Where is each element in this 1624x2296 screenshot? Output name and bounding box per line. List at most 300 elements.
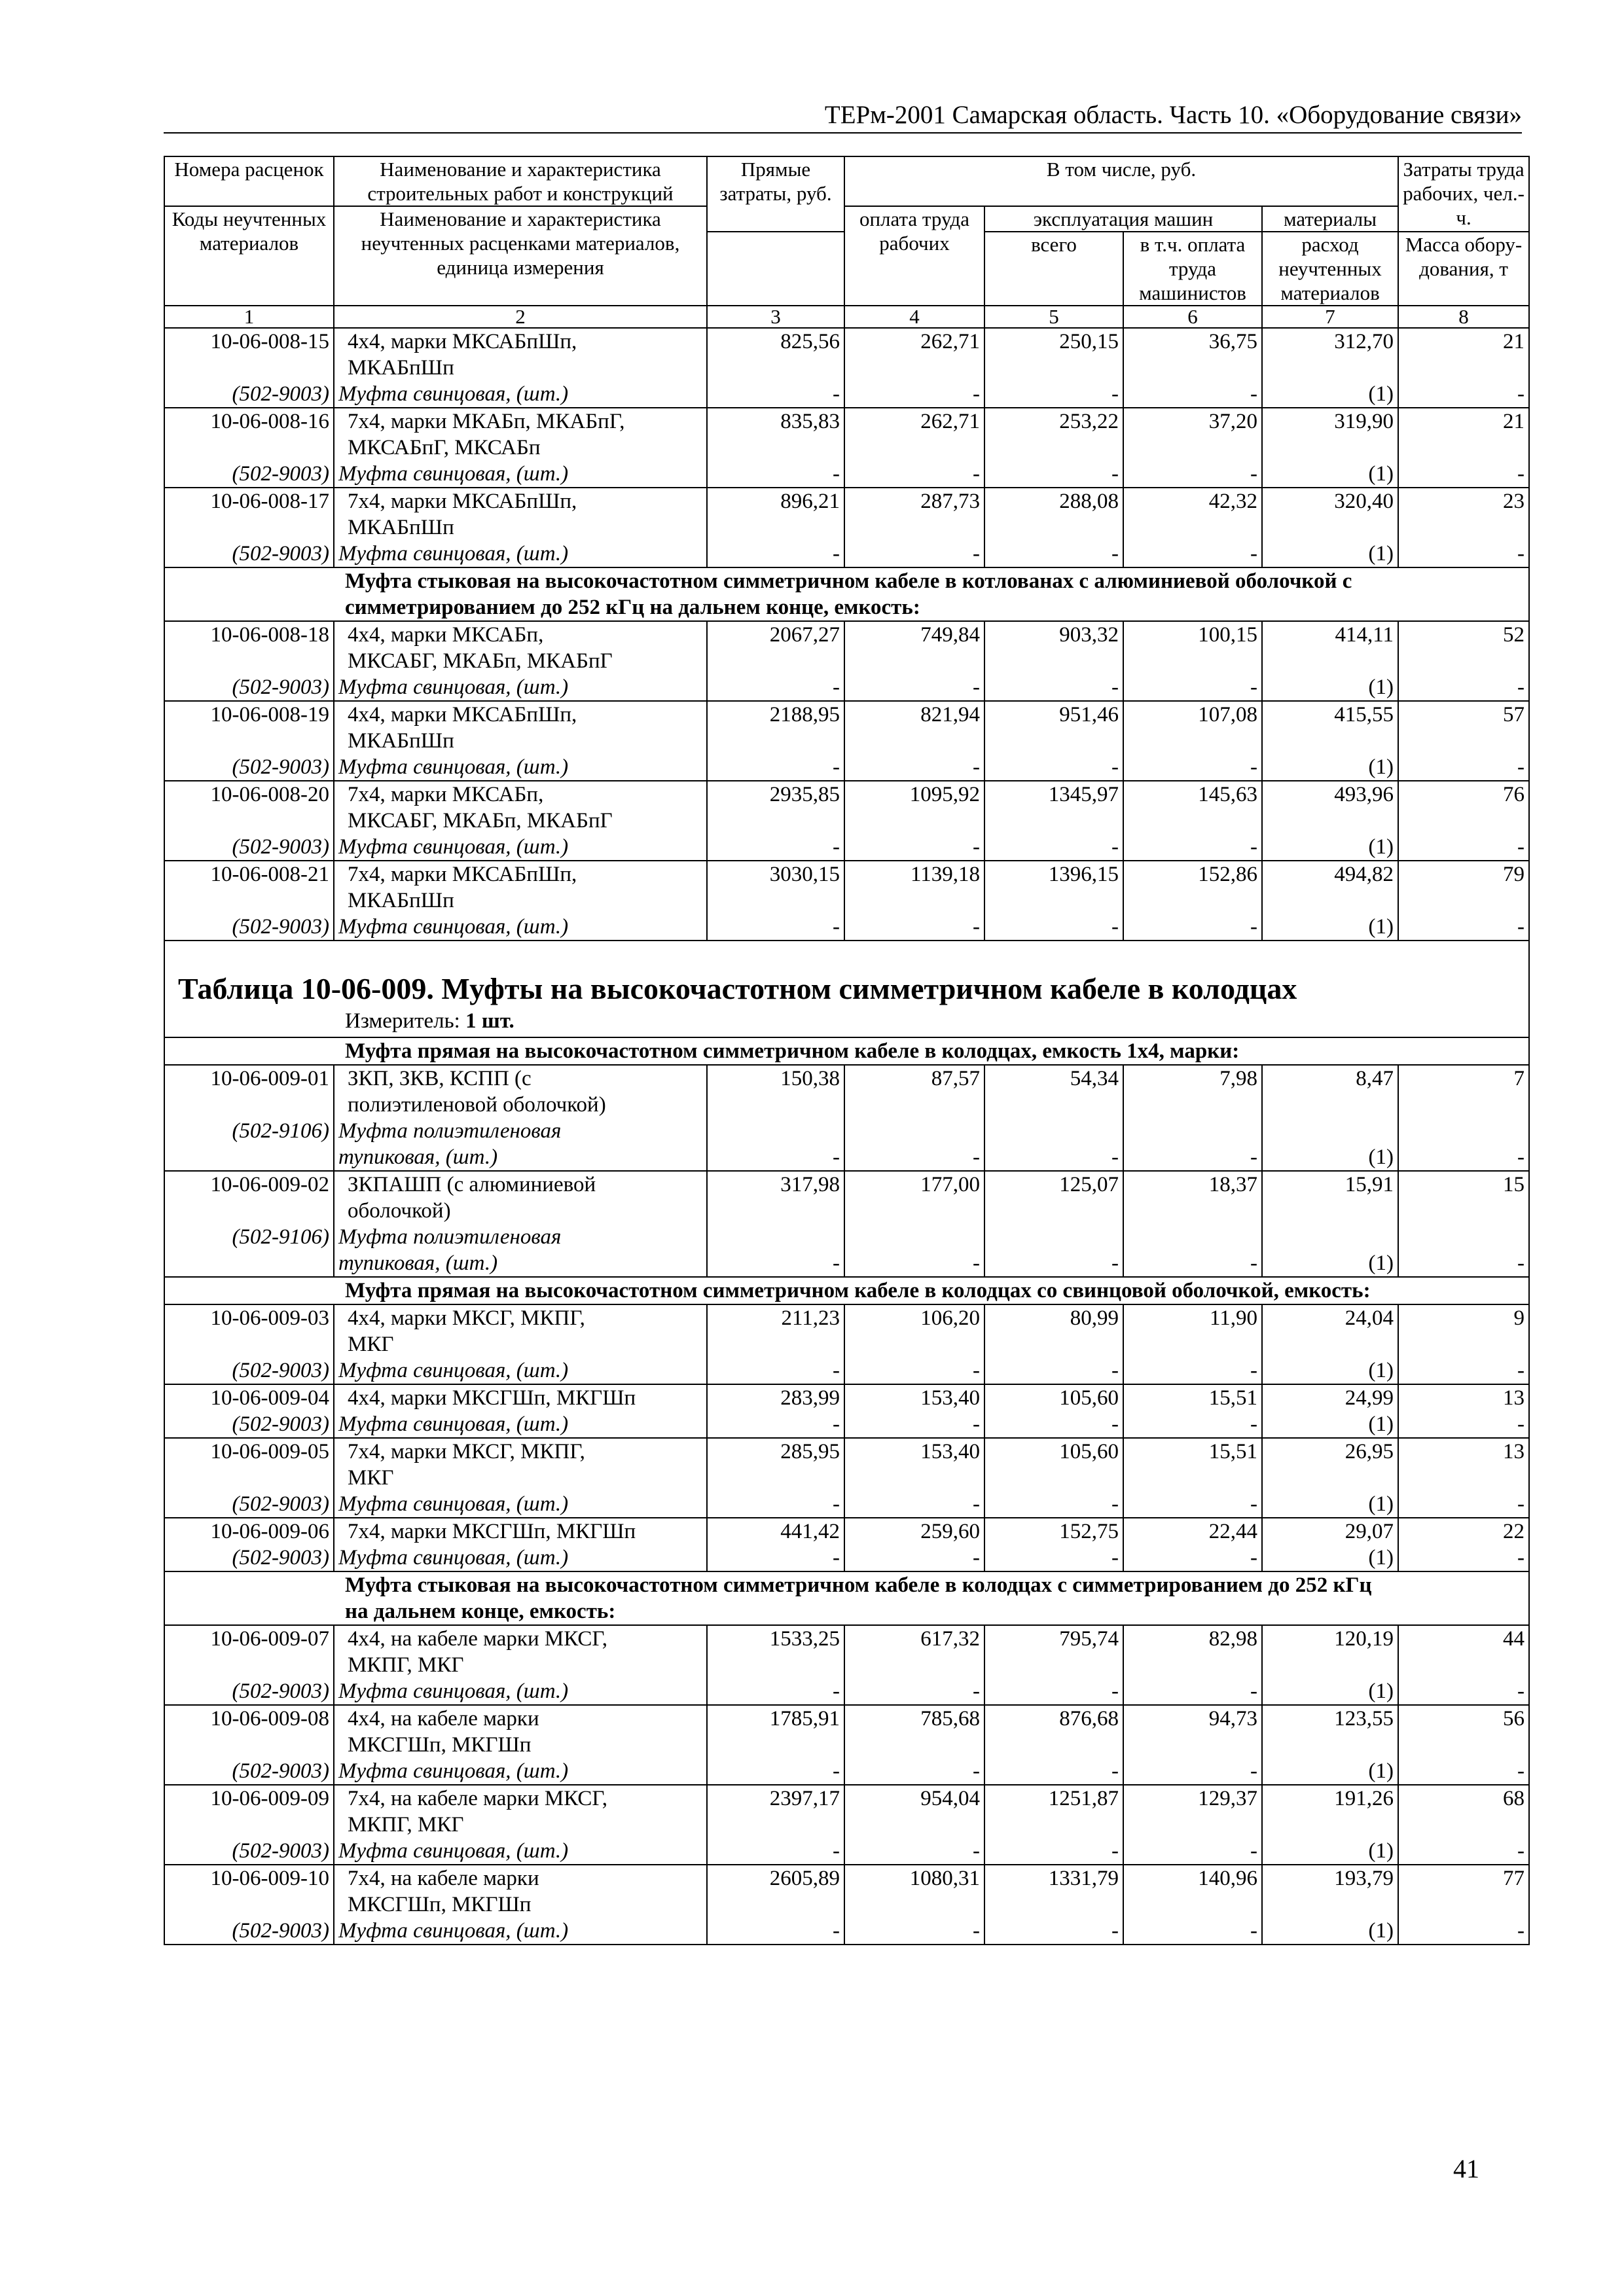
text-line: Муфта стыковая на высокочастотном симметричном кабеле в колодцах с симметрированием до 252 кГц xyxy=(345,1573,1372,1597)
column-number: 8 xyxy=(1398,306,1529,328)
material-value: (1) xyxy=(1262,1758,1398,1785)
material-value: - xyxy=(1398,754,1529,781)
materials-cost: 8,47 xyxy=(1262,1065,1398,1118)
material-value: - xyxy=(707,1678,844,1705)
material-value: - xyxy=(844,1678,984,1705)
material-value: - xyxy=(1398,1918,1529,1945)
material-value: - xyxy=(1123,541,1262,567)
column-number: 3 xyxy=(707,306,844,328)
rate-code: 10-06-009-03 xyxy=(164,1304,334,1357)
text-line: МКАБпШп xyxy=(348,356,454,380)
rate-description xyxy=(334,861,707,914)
text-line: оболочкой) xyxy=(348,1199,451,1223)
text-line: тупиковая, (шт.) xyxy=(338,1251,498,1275)
section-row xyxy=(164,1037,1529,1065)
direct-cost: 317,98 xyxy=(707,1171,844,1224)
material-row xyxy=(164,1918,1529,1945)
text-line: МКАБпШп xyxy=(348,889,454,912)
material-value: - xyxy=(707,1118,844,1171)
material-value: - xyxy=(984,1918,1123,1945)
rate-code: 10-06-009-07 xyxy=(164,1625,334,1678)
direct-cost: 211,23 xyxy=(707,1304,844,1357)
running-header: ТЕРм-2001 Самарская область. Часть 10. «Оборудование связи» xyxy=(164,98,1522,134)
material-value: - xyxy=(707,1411,844,1438)
text-line: 7х4, на кабеле марки xyxy=(348,1867,539,1890)
table-title-row xyxy=(164,941,1529,1008)
material-value: - xyxy=(844,461,984,488)
rate-code: 10-06-009-04 xyxy=(164,1384,334,1411)
text-line: тупиковая, (шт.) xyxy=(338,1145,498,1169)
labor-cost: 954,04 xyxy=(844,1785,984,1838)
rate-code: 10-06-009-08 xyxy=(164,1705,334,1758)
material-value: - xyxy=(1398,1118,1529,1171)
table-body xyxy=(164,156,1529,1945)
machines-total: 80,99 xyxy=(984,1304,1123,1357)
rate-description xyxy=(334,1625,707,1678)
material-value: (1) xyxy=(1262,461,1398,488)
material-row xyxy=(164,1678,1529,1705)
rate-description xyxy=(334,1785,707,1838)
labor-hours: 15 xyxy=(1398,1171,1529,1224)
direct-cost: 3030,15 xyxy=(707,861,844,914)
text-line: 4х4, марки МКСГШп, МКГШп xyxy=(348,1386,636,1410)
material-value: - xyxy=(844,1118,984,1171)
machinist-labor: 82,98 xyxy=(1123,1625,1262,1678)
material-code: (502-9003) xyxy=(164,1545,334,1571)
machinist-labor: 22,44 xyxy=(1123,1518,1262,1545)
labor-cost: 106,20 xyxy=(844,1304,984,1357)
page-number: 41 xyxy=(1453,2154,1479,2183)
machines-total: 876,68 xyxy=(984,1705,1123,1758)
material-code: (502-9003) xyxy=(164,1411,334,1438)
text-line: Муфта прямая на высокочастотном симметричном кабеле в колодцах, емкость 1х4, марки: xyxy=(345,1039,1240,1063)
material-value: - xyxy=(1123,1491,1262,1518)
text-line: 4х4, на кабеле марки МКСГ, xyxy=(348,1627,607,1651)
machinist-labor: 7,98 xyxy=(1123,1065,1262,1118)
labor-cost: 1080,31 xyxy=(844,1865,984,1918)
material-code: (502-9003) xyxy=(164,1491,334,1518)
material-code: (502-9003) xyxy=(164,1918,334,1945)
materials-cost: 415,55 xyxy=(1262,701,1398,754)
text-line: Муфта свинцовая, (шт.) xyxy=(338,1412,569,1436)
material-name xyxy=(334,541,707,567)
text-line: Муфта стыковая на высокочастотном симметричном кабеле в котлованах с алюминиевой оболочкой с xyxy=(345,569,1352,593)
material-value: - xyxy=(707,1758,844,1785)
labor-cost: 785,68 xyxy=(844,1705,984,1758)
materials-cost: 15,91 xyxy=(1262,1171,1398,1224)
direct-cost: 835,83 xyxy=(707,408,844,461)
material-value: (1) xyxy=(1262,754,1398,781)
material-row xyxy=(164,1758,1529,1785)
material-value: - xyxy=(707,674,844,701)
material-value: - xyxy=(707,754,844,781)
rate-row xyxy=(164,701,1529,754)
direct-cost: 2397,17 xyxy=(707,1785,844,1838)
material-name xyxy=(334,1838,707,1865)
material-code: (502-9003) xyxy=(164,541,334,567)
machines-total: 105,60 xyxy=(984,1438,1123,1491)
materials-cost: 24,04 xyxy=(1262,1304,1398,1357)
text-line: МКПГ, МКГ xyxy=(348,1653,464,1677)
column-numbers-row xyxy=(164,306,1529,328)
labor-hours: 77 xyxy=(1398,1865,1529,1918)
material-value: - xyxy=(984,1357,1123,1384)
material-name xyxy=(334,1545,707,1571)
machinist-labor: 94,73 xyxy=(1123,1705,1262,1758)
table-title: Таблица 10-06-009. Муфты на высокочастотном симметричном кабеле в колодцах xyxy=(164,941,1529,1008)
rate-description xyxy=(334,781,707,834)
material-row xyxy=(164,834,1529,861)
material-value: - xyxy=(1123,1357,1262,1384)
rate-code: 10-06-009-06 xyxy=(164,1518,334,1545)
labor-hours: 44 xyxy=(1398,1625,1529,1678)
rate-code: 10-06-008-16 xyxy=(164,408,334,461)
materials-cost: 320,40 xyxy=(1262,488,1398,541)
labor-hours: 9 xyxy=(1398,1304,1529,1357)
direct-cost: 150,38 xyxy=(707,1065,844,1118)
material-value: - xyxy=(1123,1758,1262,1785)
text-line: 4х4, марки МКСГ, МКПГ, xyxy=(348,1306,585,1330)
material-value: - xyxy=(1123,381,1262,408)
material-value: - xyxy=(1123,461,1262,488)
header-cell: Номера расценок xyxy=(164,156,334,206)
machines-total: 54,34 xyxy=(984,1065,1123,1118)
material-value: (1) xyxy=(1262,1545,1398,1571)
text-line: Муфта свинцовая, (шт.) xyxy=(338,462,569,486)
material-row xyxy=(164,1838,1529,1865)
materials-cost: 494,82 xyxy=(1262,861,1398,914)
material-row xyxy=(164,1224,1529,1277)
material-value: - xyxy=(844,1357,984,1384)
material-value: - xyxy=(1398,1545,1529,1571)
rate-code: 10-06-008-20 xyxy=(164,781,334,834)
machines-total: 1331,79 xyxy=(984,1865,1123,1918)
labor-cost: 259,60 xyxy=(844,1518,984,1545)
material-row xyxy=(164,381,1529,408)
text-line: Муфта свинцовая, (шт.) xyxy=(338,1839,569,1863)
material-value: - xyxy=(1398,1357,1529,1384)
text-line: МКГ xyxy=(348,1466,394,1490)
measure-label: Измеритель: xyxy=(345,1009,460,1033)
rate-row xyxy=(164,1518,1529,1545)
labor-cost: 262,71 xyxy=(844,408,984,461)
text-line: ЗКПАШП (с алюминиевой xyxy=(348,1173,596,1196)
material-value: - xyxy=(844,1838,984,1865)
material-row xyxy=(164,1411,1529,1438)
machinist-labor: 129,37 xyxy=(1123,1785,1262,1838)
rate-code: 10-06-008-19 xyxy=(164,701,334,754)
material-value: - xyxy=(1123,1118,1262,1171)
rate-description xyxy=(334,621,707,674)
text-line: 4х4, марки МКСАБпШп, xyxy=(348,330,577,353)
material-value: (1) xyxy=(1262,1357,1398,1384)
material-value: - xyxy=(707,541,844,567)
column-number: 1 xyxy=(164,306,334,328)
material-code: (502-9003) xyxy=(164,754,334,781)
rate-code: 10-06-009-09 xyxy=(164,1785,334,1838)
material-value: - xyxy=(1398,1411,1529,1438)
labor-cost: 177,00 xyxy=(844,1171,984,1224)
text-line: МКАБпШп xyxy=(348,516,454,539)
material-name xyxy=(334,1224,707,1277)
material-row xyxy=(164,754,1529,781)
material-value: - xyxy=(844,1918,984,1945)
section-row xyxy=(164,1277,1529,1304)
machinist-labor: 18,37 xyxy=(1123,1171,1262,1224)
rate-code: 10-06-008-15 xyxy=(164,328,334,381)
material-value: - xyxy=(1123,1918,1262,1945)
text-line: ЗКП, ЗКВ, КСПП (с xyxy=(348,1067,532,1090)
materials-cost: 493,96 xyxy=(1262,781,1398,834)
material-value: (1) xyxy=(1262,1411,1398,1438)
material-name xyxy=(334,1758,707,1785)
material-name xyxy=(334,1118,707,1171)
material-value: - xyxy=(707,1357,844,1384)
labor-hours: 22 xyxy=(1398,1518,1529,1545)
machinist-labor: 36,75 xyxy=(1123,328,1262,381)
header-cell: оплата труда рабочих xyxy=(844,206,984,306)
material-value: (1) xyxy=(1262,1224,1398,1277)
text-line: 7х4, марки МКСАБп, xyxy=(348,783,544,806)
rate-code: 10-06-009-10 xyxy=(164,1865,334,1918)
material-value: - xyxy=(984,1678,1123,1705)
material-value: - xyxy=(707,834,844,861)
rate-description xyxy=(334,1705,707,1758)
direct-cost: 896,21 xyxy=(707,488,844,541)
rate-row xyxy=(164,781,1529,834)
material-code: (502-9003) xyxy=(164,381,334,408)
material-value: - xyxy=(1123,1838,1262,1865)
rate-code: 10-06-008-18 xyxy=(164,621,334,674)
rate-description xyxy=(334,1438,707,1491)
text-line: полиэтиленовой оболочкой) xyxy=(348,1093,606,1117)
machines-total: 125,07 xyxy=(984,1171,1123,1224)
material-value: - xyxy=(1123,1678,1262,1705)
labor-hours: 21 xyxy=(1398,408,1529,461)
machinist-labor: 100,15 xyxy=(1123,621,1262,674)
material-code: (502-9003) xyxy=(164,1678,334,1705)
labor-hours: 57 xyxy=(1398,701,1529,754)
text-line: 7х4, марки МКСГШп, МКГШп xyxy=(348,1520,636,1543)
text-line: 7х4, марки МКСАБпШп, xyxy=(348,863,577,886)
text-line: Муфта свинцовая, (шт.) xyxy=(338,915,569,939)
material-value: - xyxy=(984,914,1123,941)
rate-code: 10-06-008-21 xyxy=(164,861,334,914)
text-line: 7х4, марки МКСАБпШп, xyxy=(348,490,577,513)
rate-row xyxy=(164,1171,1529,1224)
direct-cost: 825,56 xyxy=(707,328,844,381)
labor-hours: 23 xyxy=(1398,488,1529,541)
rate-row xyxy=(164,1705,1529,1758)
material-name xyxy=(334,674,707,701)
material-value: - xyxy=(1123,1545,1262,1571)
material-code: (502-9003) xyxy=(164,1838,334,1865)
material-value: - xyxy=(984,1118,1123,1171)
material-value: - xyxy=(844,1545,984,1571)
machines-total: 253,22 xyxy=(984,408,1123,461)
material-value: (1) xyxy=(1262,1838,1398,1865)
material-value: - xyxy=(844,834,984,861)
rate-description xyxy=(334,1865,707,1918)
rate-code: 10-06-009-02 xyxy=(164,1171,334,1224)
material-row xyxy=(164,914,1529,941)
header-row-1 xyxy=(164,156,1529,206)
material-value: - xyxy=(1123,834,1262,861)
text-line: Муфта прямая на высокочастотном симметричном кабеле в колодцах со свинцовой оболочкой, емкость: xyxy=(345,1279,1371,1302)
text-line: Муфта свинцовая, (шт.) xyxy=(338,1359,569,1382)
material-code: (502-9003) xyxy=(164,1758,334,1785)
machines-total: 250,15 xyxy=(984,328,1123,381)
labor-hours: 79 xyxy=(1398,861,1529,914)
material-value: - xyxy=(984,1545,1123,1571)
material-value: - xyxy=(707,1545,844,1571)
labor-cost: 153,40 xyxy=(844,1438,984,1491)
material-code: (502-9003) xyxy=(164,834,334,861)
material-value: - xyxy=(1123,914,1262,941)
machinist-labor: 15,51 xyxy=(1123,1438,1262,1491)
direct-cost: 1785,91 xyxy=(707,1705,844,1758)
material-value: - xyxy=(844,1411,984,1438)
text-line: МКПГ, МКГ xyxy=(348,1813,464,1837)
section-row xyxy=(164,1571,1529,1625)
material-value: - xyxy=(844,914,984,941)
header-cell: Затраты труда рабочих, чел.-ч. xyxy=(1398,156,1529,232)
material-value: (1) xyxy=(1262,914,1398,941)
material-value: - xyxy=(707,381,844,408)
labor-cost: 1139,18 xyxy=(844,861,984,914)
text-line: 4х4, марки МКСАБп, xyxy=(348,623,544,647)
material-name xyxy=(334,1411,707,1438)
material-code: (502-9106) xyxy=(164,1224,334,1277)
material-value: - xyxy=(844,541,984,567)
material-code: (502-9003) xyxy=(164,674,334,701)
header-cell: всего xyxy=(984,232,1123,306)
material-value: - xyxy=(707,1918,844,1945)
column-number: 6 xyxy=(1123,306,1262,328)
machinist-labor: 37,20 xyxy=(1123,408,1262,461)
text-line: Муфта свинцовая, (шт.) xyxy=(338,542,569,565)
material-value: - xyxy=(984,834,1123,861)
text-line: Муфта свинцовая, (шт.) xyxy=(338,675,569,699)
material-value: (1) xyxy=(1262,1118,1398,1171)
machinist-labor: 42,32 xyxy=(1123,488,1262,541)
material-value: - xyxy=(1398,1224,1529,1277)
text-line: на дальнем конце, емкость: xyxy=(345,1600,616,1623)
material-name xyxy=(334,1491,707,1518)
rate-description xyxy=(334,408,707,461)
labor-hours: 56 xyxy=(1398,1705,1529,1758)
header-cell: расход неучтенных материалов xyxy=(1262,232,1398,306)
rate-description xyxy=(334,488,707,541)
materials-cost: 312,70 xyxy=(1262,328,1398,381)
rate-code: 10-06-008-17 xyxy=(164,488,334,541)
material-value: (1) xyxy=(1262,1491,1398,1518)
material-value: - xyxy=(984,461,1123,488)
labor-cost: 87,57 xyxy=(844,1065,984,1118)
machines-total: 105,60 xyxy=(984,1384,1123,1411)
rate-description xyxy=(334,701,707,754)
material-row xyxy=(164,541,1529,567)
material-value: - xyxy=(984,381,1123,408)
rate-row xyxy=(164,328,1529,381)
material-name xyxy=(334,1357,707,1384)
text-line: МКСАБпГ, МКСАБп xyxy=(348,436,541,459)
rate-row xyxy=(164,1785,1529,1838)
machinist-labor: 15,51 xyxy=(1123,1384,1262,1411)
machines-total: 903,32 xyxy=(984,621,1123,674)
material-value: - xyxy=(844,1224,984,1277)
material-name xyxy=(334,1678,707,1705)
rate-description xyxy=(334,328,707,381)
machines-total: 795,74 xyxy=(984,1625,1123,1678)
labor-hours: 13 xyxy=(1398,1438,1529,1491)
header-row-2 xyxy=(164,206,1529,232)
machines-total: 1251,87 xyxy=(984,1785,1123,1838)
material-value: - xyxy=(1398,1491,1529,1518)
material-value: - xyxy=(707,1224,844,1277)
material-value: - xyxy=(984,754,1123,781)
material-value: - xyxy=(1123,674,1262,701)
material-value: (1) xyxy=(1262,381,1398,408)
material-value: - xyxy=(984,1838,1123,1865)
rate-code: 10-06-009-01 xyxy=(164,1065,334,1118)
labor-hours: 13 xyxy=(1398,1384,1529,1411)
text-line: МКГ xyxy=(348,1333,394,1356)
material-value: - xyxy=(844,1758,984,1785)
rate-description xyxy=(334,1518,707,1545)
material-row xyxy=(164,1545,1529,1571)
material-value: - xyxy=(984,1224,1123,1277)
material-row xyxy=(164,1118,1529,1171)
material-value: - xyxy=(707,914,844,941)
material-value: - xyxy=(1398,674,1529,701)
material-name xyxy=(334,381,707,408)
text-line: симметрированием до 252 кГц на дальнем конце, емкость: xyxy=(345,596,920,619)
material-value: (1) xyxy=(1262,541,1398,567)
material-name xyxy=(334,834,707,861)
material-value: - xyxy=(844,381,984,408)
material-value: - xyxy=(1398,381,1529,408)
header-cell xyxy=(707,232,844,306)
text-line: МКСГШп, МКГШп xyxy=(348,1733,532,1757)
header-cell: материалы xyxy=(1262,206,1398,232)
measure-row xyxy=(164,1008,1529,1037)
material-value: - xyxy=(984,1758,1123,1785)
material-value: - xyxy=(1123,1224,1262,1277)
materials-cost: 319,90 xyxy=(1262,408,1398,461)
material-code: (502-9003) xyxy=(164,1357,334,1384)
column-number: 7 xyxy=(1262,306,1398,328)
header-cell: Коды неучтенных материалов xyxy=(164,206,334,306)
material-code: (502-9106) xyxy=(164,1118,334,1171)
material-value: - xyxy=(1398,461,1529,488)
material-value: - xyxy=(1398,541,1529,567)
labor-cost: 821,94 xyxy=(844,701,984,754)
direct-cost: 2605,89 xyxy=(707,1865,844,1918)
text-line: Муфта свинцовая, (шт.) xyxy=(338,1919,569,1943)
materials-cost: 193,79 xyxy=(1262,1865,1398,1918)
machines-total: 288,08 xyxy=(984,488,1123,541)
section-title xyxy=(164,567,1529,621)
labor-cost: 287,73 xyxy=(844,488,984,541)
material-value: (1) xyxy=(1262,834,1398,861)
material-value: - xyxy=(1123,754,1262,781)
material-value: - xyxy=(707,1838,844,1865)
rate-row xyxy=(164,1865,1529,1918)
labor-hours: 76 xyxy=(1398,781,1529,834)
machines-total: 1396,15 xyxy=(984,861,1123,914)
material-value: - xyxy=(707,1491,844,1518)
